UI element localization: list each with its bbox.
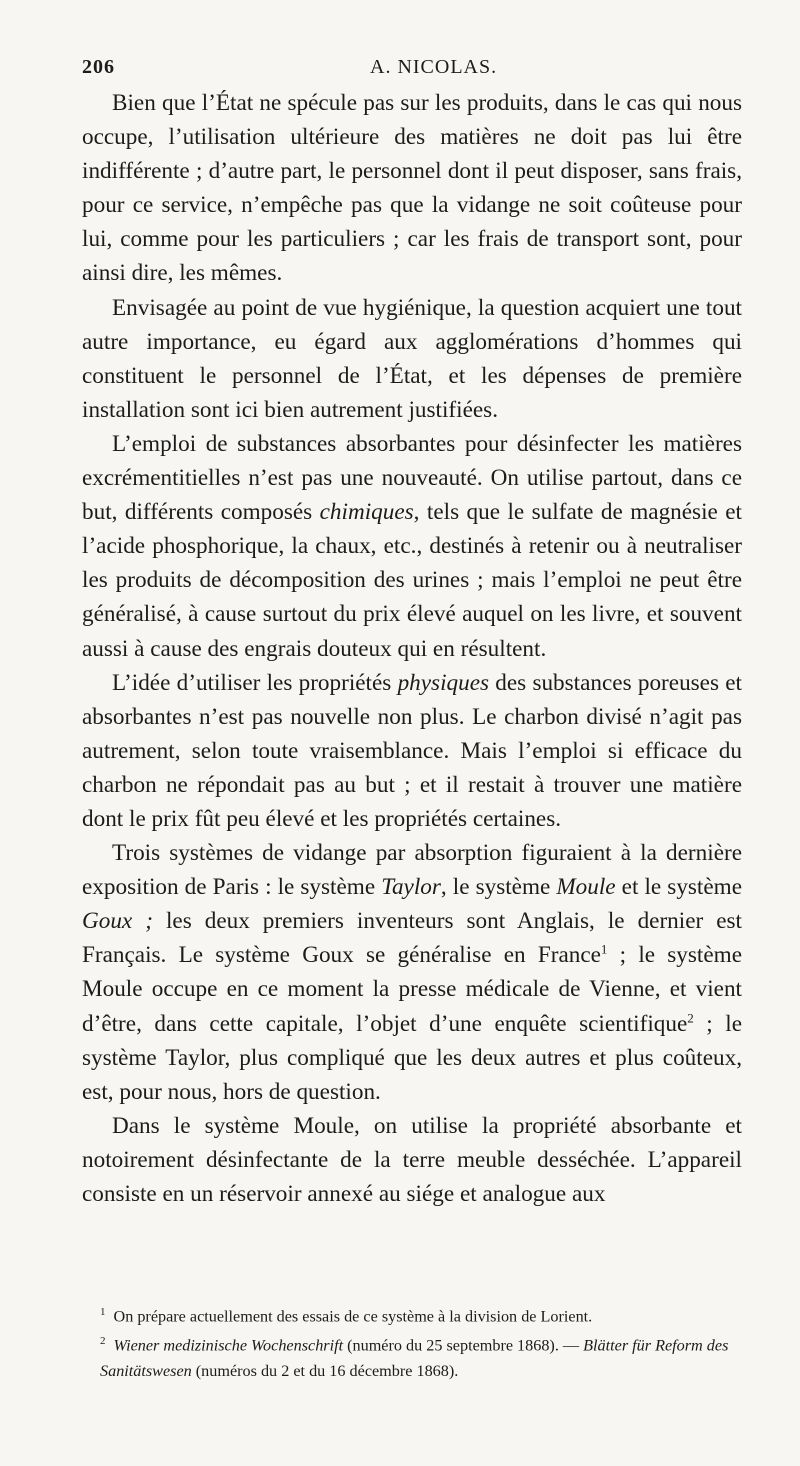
paragraph: [82, 427, 742, 666]
footnotes: [100, 1300, 742, 1384]
text-run: (numéros du 2 et du 16 décembre 1868).: [191, 1361, 459, 1380]
text-run: et le système: [615, 874, 742, 901]
footnote: [100, 1300, 742, 1329]
italic-text: chimiques: [319, 499, 414, 526]
paragraph: [82, 291, 742, 427]
page-number: 206: [82, 56, 115, 78]
text-run: Envisagée au point de vue hygiénique, la question acquiert une tout autre importance, eu égard aux agglomérations d’hommes qui constituent le personnel de l’État, et les dépenses de première installation sont ici bien autrement justifiées.: [82, 294, 742, 423]
italic-text: Taylor: [381, 874, 441, 901]
paragraph: [82, 1109, 742, 1211]
text-run: ; le système Moule occupe en ce moment la presse médicale de Vienne, et vient d’être, dans cette capitale, l’objet d’une enquête scientifique: [82, 942, 742, 1037]
text-run: Trois systèmes de vidange par absorption figuraient à la dernière exposition de Paris : le système: [82, 840, 742, 901]
text-run: les deux premiers inventeurs sont Anglais, le dernier est Français. Le système Goux se généralise en France: [82, 908, 742, 969]
running-title: A. NICOLAS.: [370, 56, 498, 78]
footnote: [100, 1329, 742, 1383]
italic-text: Moule: [556, 874, 616, 901]
paragraph: [82, 666, 742, 836]
paragraph: [82, 836, 742, 1109]
text-run: L’idée d’utiliser les propriétés: [112, 669, 398, 696]
text-run: Dans le système Moule, on utilise la propriété absorbante et notoirement désinfectante de la terre meuble desséchée. L’appareil consiste en un réservoir annexé au siége et analogue aux: [82, 1112, 742, 1207]
footnote-reference: 1: [600, 941, 608, 957]
text-run: , tels que le sulfate de magnésie et l’acide phosphorique, la chaux, etc., destinés à retenir ou à neutraliser les produits de décomposition des urines ; mais l’emploi ne peut être généralisé, à cause surtout du prix élevé auquel on les livre, et souvent aussi à cause des engrais douteux qui en résultent.: [82, 499, 742, 662]
body-text: [82, 86, 742, 1211]
text-run: , le système: [440, 874, 557, 901]
italic-text: Goux ;: [82, 908, 153, 935]
italic-text: Blätter für Reform des Sanitätswesen: [100, 1336, 729, 1380]
text-run: L’emploi de substances absorbantes pour désinfecter les matières excrémentitielles n’est pas une nouveauté. On utilise partout, dans ce but, différents composés: [82, 430, 742, 526]
italic-text: physiques: [397, 669, 490, 696]
italic-text: Wiener medizinische Wochenschrift: [113, 1336, 344, 1355]
text-run: Bien que l’État ne spécule pas sur les produits, dans le cas qui nous occupe, l’utilisation ultérieure des matières ne doit pas lui être indifférente ; d’autre part, le personnel dont il peut disposer, sans frais, pour ce service, n’empêche pas que la vidange ne soit coûteuse pour lui, comme pour les particuliers ; car les frais de transport sont, pour ainsi dire, les mêmes.: [82, 90, 742, 287]
text-run: (numéro du 25 septembre 1868). —: [343, 1336, 584, 1355]
text-run: ; le système Taylor, plus compliqué que les deux autres et plus coûteux, est, pour nous, hors de question.: [82, 1010, 742, 1105]
text-run: des substances poreuses et absorbantes n’est pas nouvelle non plus. Le charbon divisé n’agit pas autrement, selon toute vraisemblance. Mais l’emploi si efficace du charbon ne répondait pas au but ; et il restait à trouver une matière dont le prix fût peu élevé et les propriétés certaines.: [82, 669, 742, 832]
footnote-reference: 2: [687, 1009, 694, 1025]
paragraph: [82, 86, 742, 291]
footnote-mark: 2: [100, 1335, 106, 1348]
footnote-mark: 1: [100, 1306, 106, 1318]
running-head: [82, 48, 742, 78]
text-run: On prépare actuellement des essais de ce système à la division de Lorient.: [113, 1307, 593, 1326]
